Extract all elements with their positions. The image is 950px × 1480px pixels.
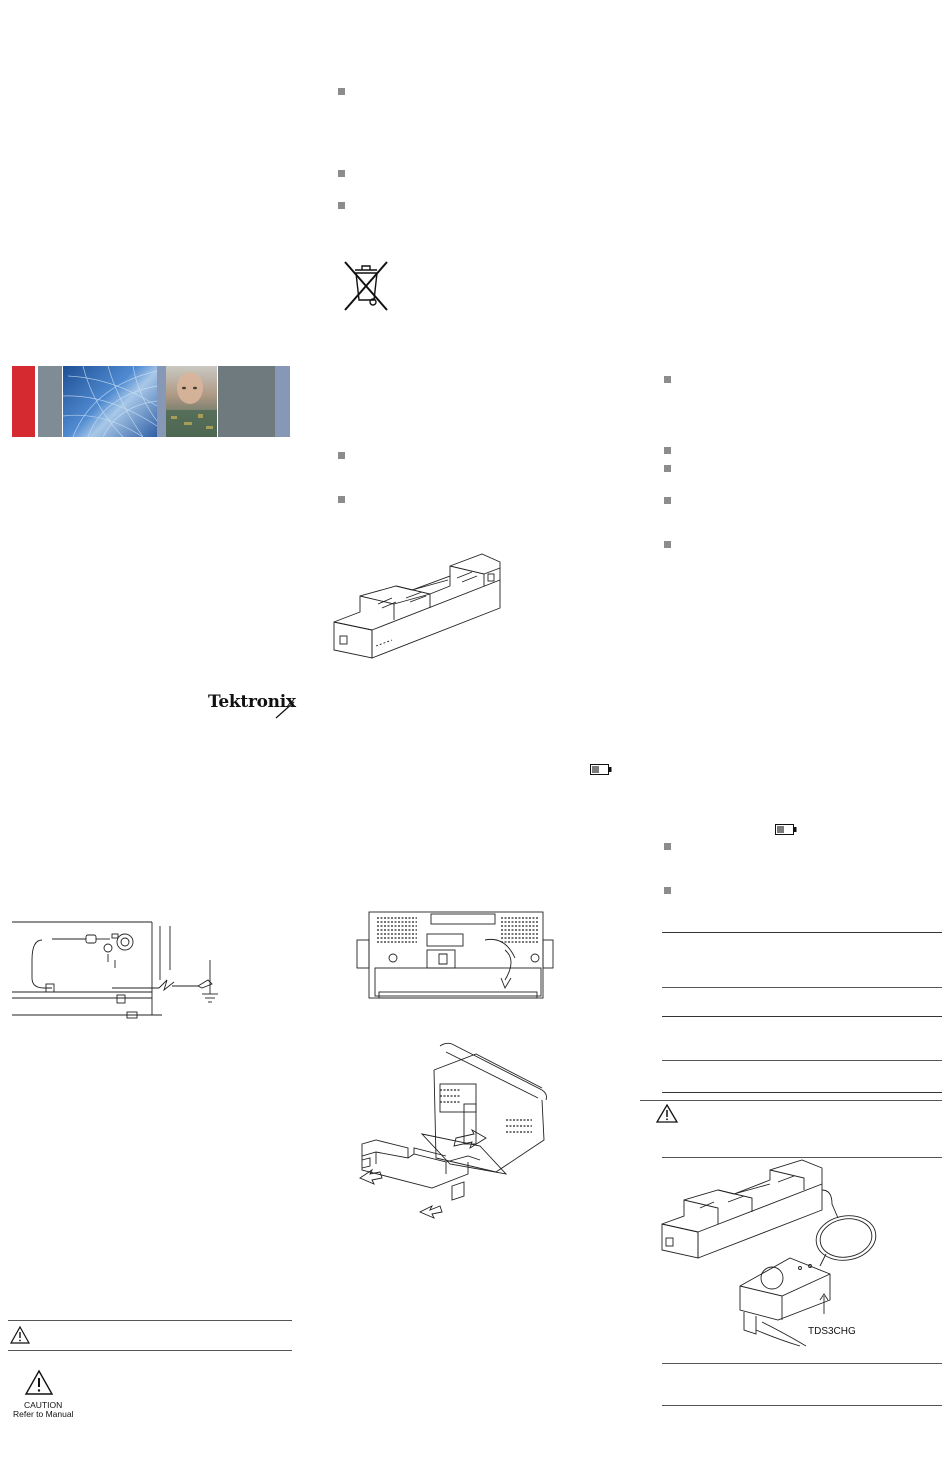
- list-bullet: [664, 541, 671, 548]
- list-bullet: [338, 496, 345, 503]
- cover-banner: [12, 366, 290, 437]
- table-rule: [662, 1016, 942, 1017]
- list-bullet: [338, 452, 345, 459]
- charger-label: TDS3CHG: [808, 1326, 856, 1337]
- list-bullet: [664, 497, 671, 504]
- banner-red-block: [12, 366, 35, 437]
- figure-bottom-rule: [662, 1363, 942, 1364]
- banner-gray-block: [38, 366, 62, 437]
- table-rule: [662, 987, 942, 988]
- crossed-out-wheelie-bin-icon: [343, 260, 389, 312]
- list-bullet: [664, 376, 671, 383]
- battery-pack-illustration: [332, 546, 507, 661]
- warning-triangle-icon: [656, 1104, 678, 1123]
- warning-top-rule: [640, 1100, 942, 1101]
- list-bullet: [338, 202, 345, 209]
- list-bullet: [664, 843, 671, 850]
- banner-globe-image: [63, 366, 157, 437]
- warning-triangle-icon: [10, 1326, 30, 1344]
- list-bullet: [664, 447, 671, 454]
- banner-slate-block: [218, 366, 275, 437]
- battery-removal-illustration: [356, 1040, 556, 1220]
- list-bullet: [664, 887, 671, 894]
- left-warning-bottom-rule: [8, 1350, 292, 1351]
- table-rule: [662, 1092, 942, 1093]
- banner-person-image: [166, 366, 217, 437]
- table-rule: [662, 932, 942, 933]
- list-bullet: [338, 170, 345, 177]
- battery-icon: [775, 824, 797, 835]
- tektronix-logo: Tektronix: [208, 692, 296, 712]
- probe-ground-illustration: [12, 920, 242, 1020]
- caution-sub-label: Refer to Manual: [13, 1409, 74, 1419]
- battery-icon: [590, 764, 612, 775]
- logo-slash-mark: [274, 700, 298, 720]
- banner-blue-edge: [275, 366, 290, 437]
- rear-panel-illustration: [355, 910, 555, 1005]
- caution-label: CAUTION: [24, 1400, 63, 1410]
- caution-triangle-icon: [25, 1370, 53, 1395]
- page-bottom-rule: [662, 1405, 942, 1406]
- left-warning-top-rule: [8, 1320, 292, 1321]
- banner-blue-block: [157, 366, 166, 437]
- list-bullet: [338, 88, 345, 95]
- battery-charger-illustration: [660, 1160, 860, 1350]
- list-bullet: [664, 465, 671, 472]
- warning-bottom-rule: [662, 1157, 942, 1158]
- table-rule: [662, 1060, 942, 1061]
